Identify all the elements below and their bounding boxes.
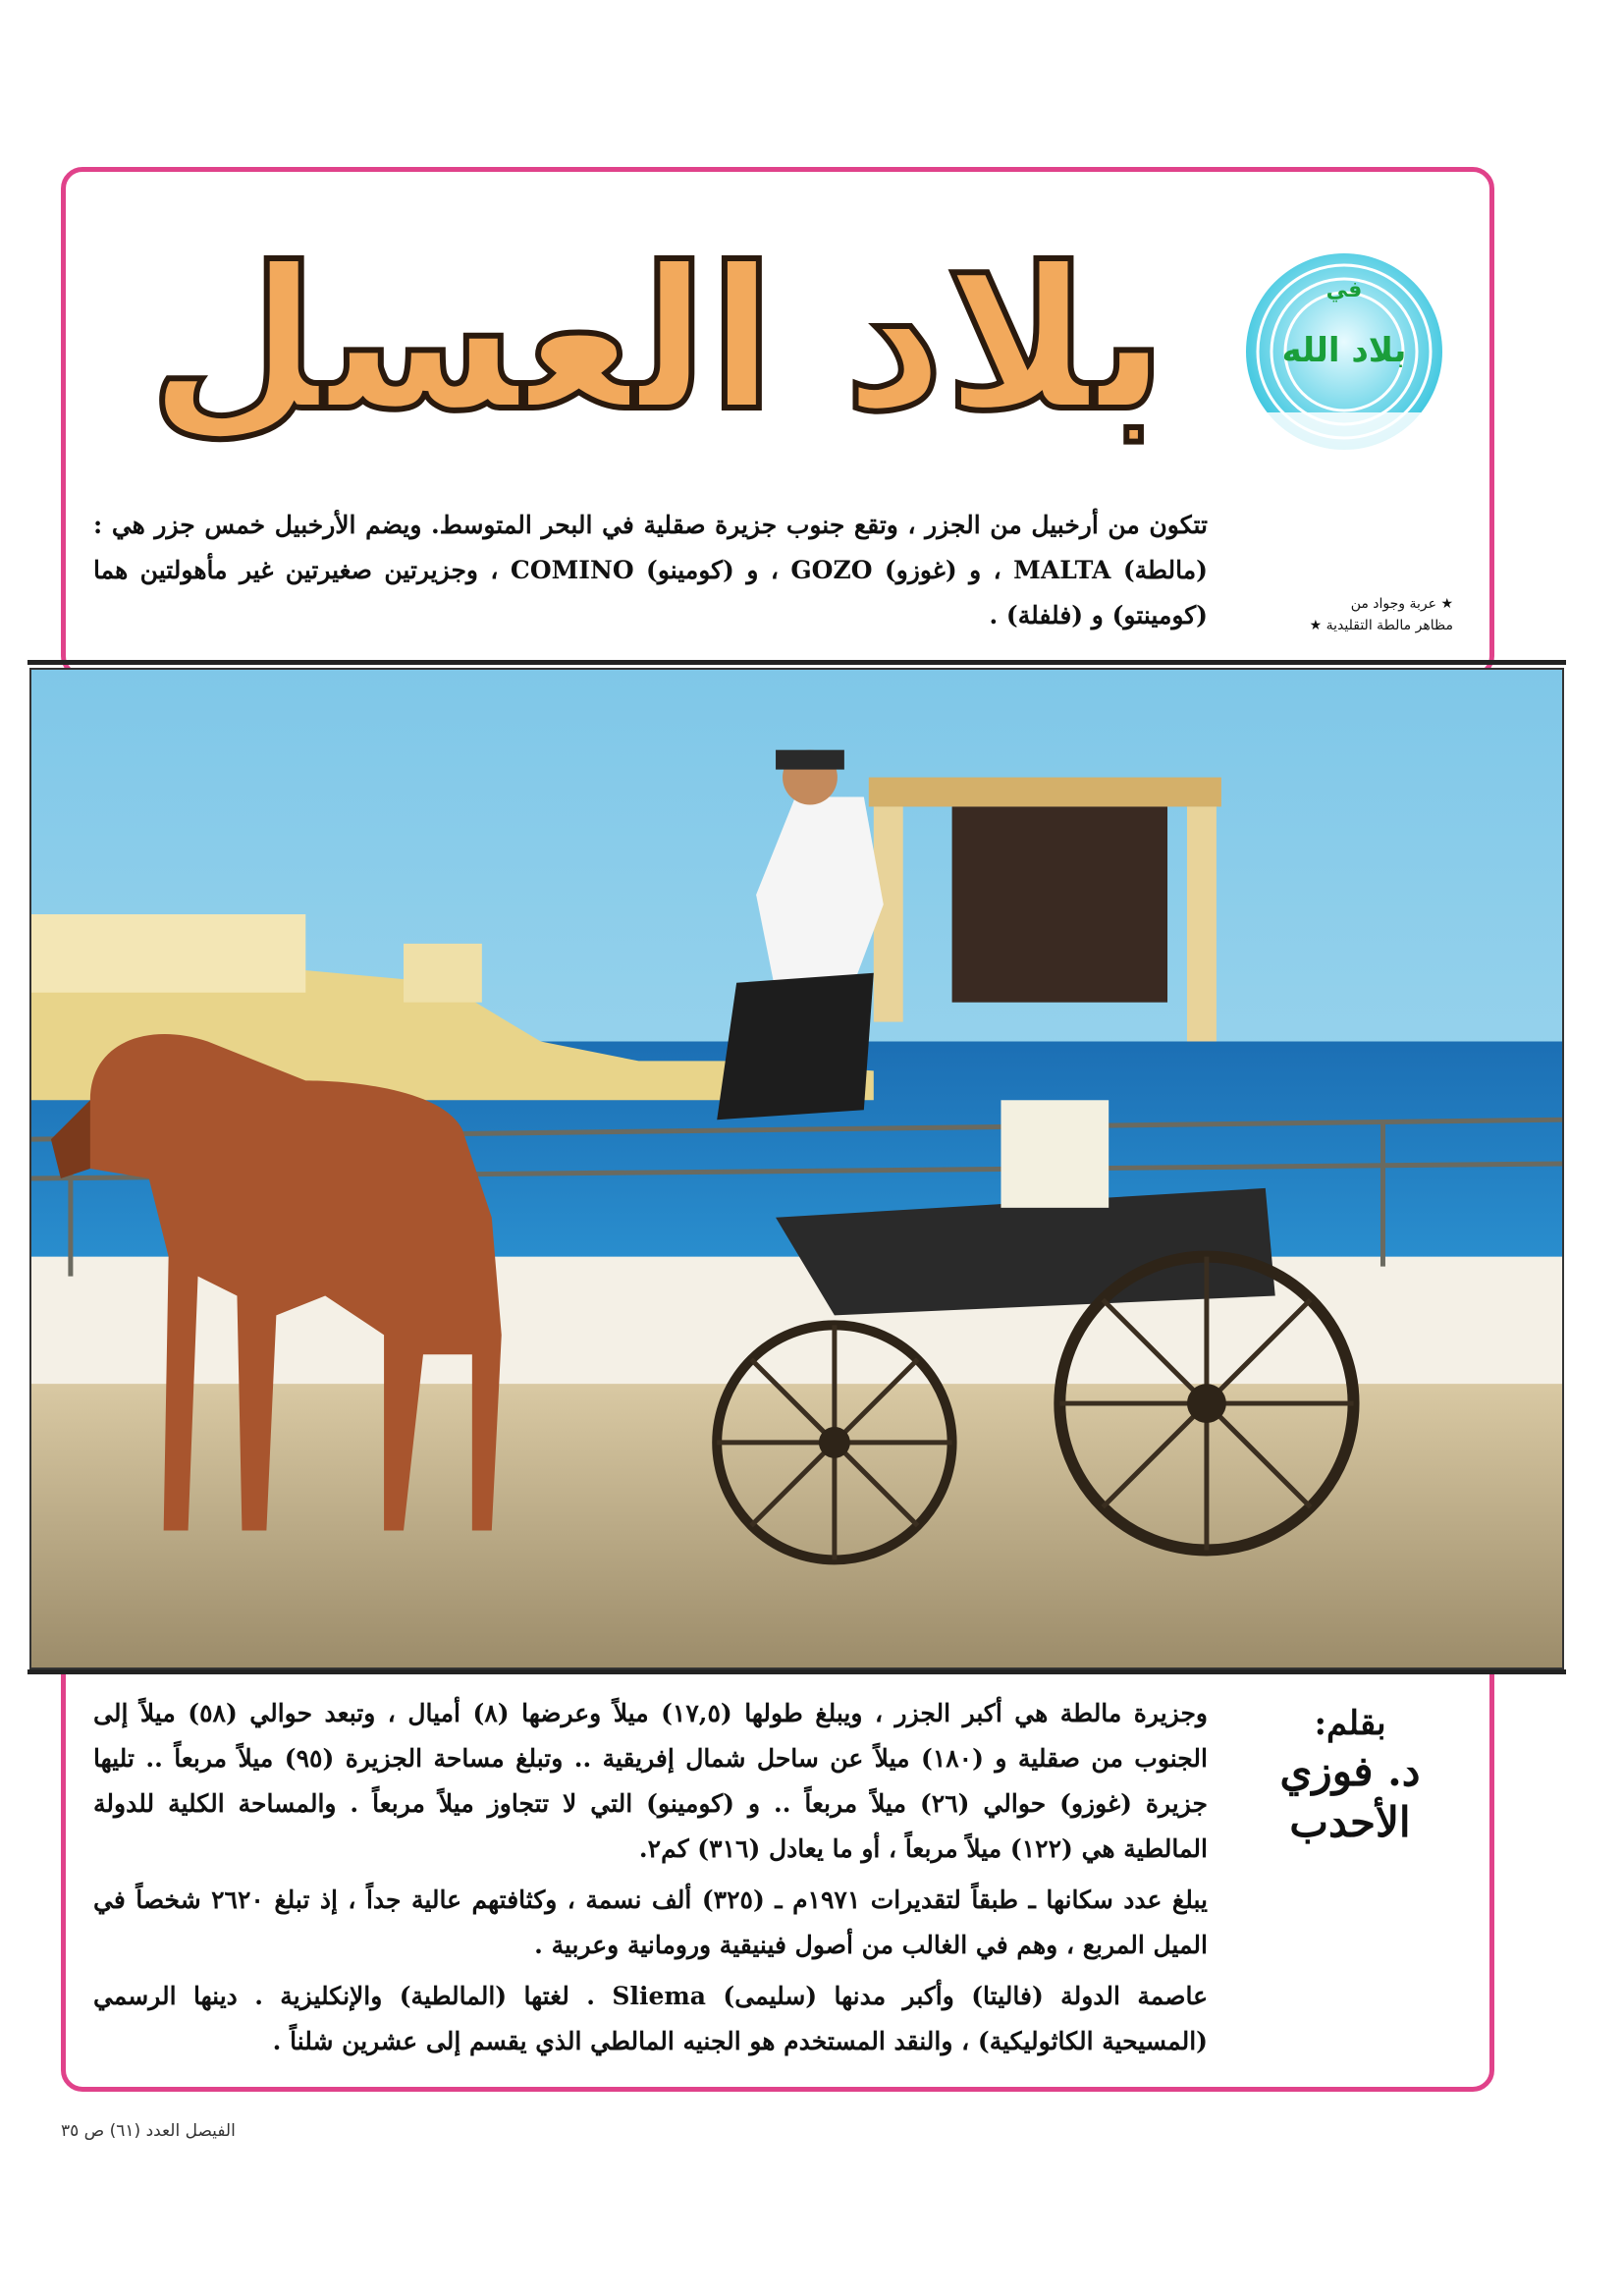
caption-line-2: مظاهر مالطة التقليدية ★ [1309,618,1453,633]
author-name-first: د. فوزي [1279,1747,1421,1795]
photo-caption [1259,593,1453,636]
bottom-rule [27,1669,1566,1674]
article-body [93,1691,1208,2070]
carriage-photo [29,668,1564,1669]
logo-text-top: في [1325,278,1363,302]
byline-label: بقلم: [1314,1704,1386,1743]
caption-line-1: ★ عربة وجواد من [1350,596,1453,612]
body-paragraph-2: يبلغ عدد سكانها ـ طبقاً لتقديرات ١٩٧١م ـ (٣٢٥) ألف نسمة ، وكثافتهم عالية جداً ، إذ تبلغ ٢٦٢٠ شخصاً في الميل المربع ، وهم في الغالب من أصول فينيقية ورومانية وعربية . [93,1886,1209,1959]
page-footer: الفيصل العدد (٦١) ص ٣٥ [61,2121,236,2141]
byline [1232,1701,1468,1868]
article-title: بلاد العسل [148,226,1167,455]
logo-text-main: بلاد الله [1281,331,1407,370]
globe-logo-icon [1239,236,1450,481]
intro-paragraph: تتكون من أرخبيل من الجزر ، وتقع جنوب جزيرة صقلية في البحر المتوسط. ويضم الأرخبيل خمس جزر هي : (مالطة) MALTA ، و (غوزو) GOZO ، و (كومينو) COMINO ، وجزيرتين صغيرتين غير مأهولتين هما (كومينتو) و (فلفلة) . [93,511,1209,629]
body-paragraph-3: عاصمة الدولة (فاليتا) وأكبر مدنها (سليمى) Sliema . لغتها (المالطية) والإنكليزية . دينها الرسمي (المسيحية الكاثوليكية) ، والنقد المستخدم هو الجنيه المالطي الذي يقسم إلى عشرين شلناً . [93,1982,1208,2055]
body-paragraph-1: وجزيرة مالطة هي أكبر الجزر ، ويبلغ طولها (١٧,٥) ميلاً وعرضها (٨) أميال ، وتبعد حوالي (٥٨) ميلاً إلى الجنوب من صقلية و (١٨٠) ميلاً عن ساحل شمال إفريقية .. وتبلغ مساحة الجزيرة (٩٥) ميلاً مربعاً .. تليها جزيرة (غوزو) حوالي (٢٦) ميلاً مربعاً .. و (كومينو) التي لا تتجاوز ميلاً مربعاً . والمساحة الكلية للدولة المالطية هي (١٢٢) ميلاً مربعاً ، أو ما يعادل (٣١٦) كم٢. [93,1699,1208,1863]
top-rule [27,660,1566,665]
author-name-last: الأحدب [1289,1798,1411,1846]
